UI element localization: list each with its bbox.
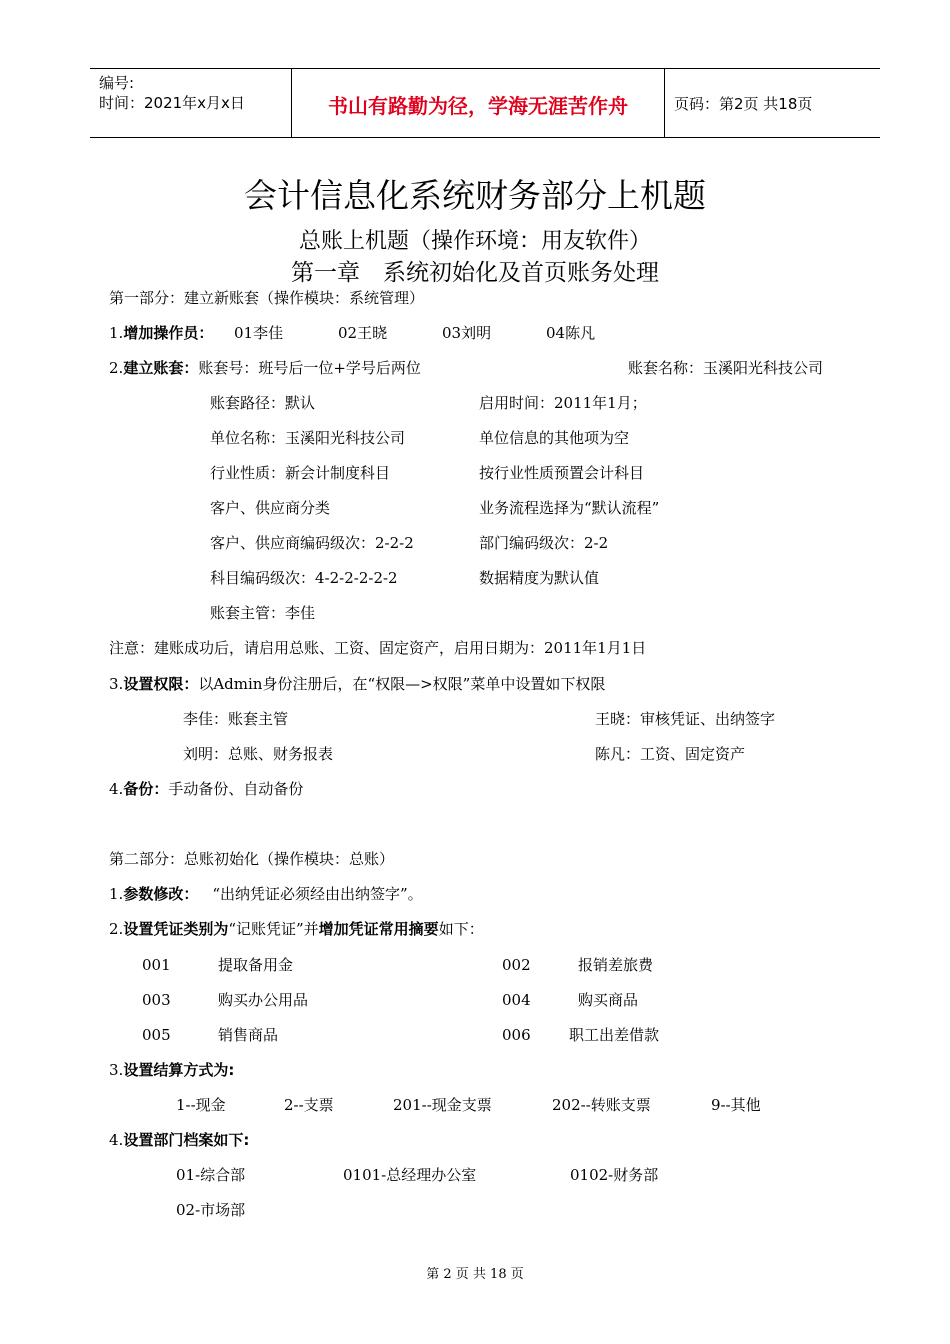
summary-code: 001 [142, 956, 171, 974]
part1-step1 [109, 323, 213, 343]
account-setting: 账套路径：默认 [210, 394, 316, 412]
part2-step2 [109, 919, 484, 939]
settlement-item: 2--支票 [284, 1096, 334, 1114]
header-date: 时间：2021年x月x日 [99, 94, 245, 112]
settlement-item: 1--现金 [176, 1096, 226, 1114]
step-label: 备份： [123, 780, 169, 798]
chapter-title: 第一章 系统初始化及首页账务处理 [291, 260, 659, 286]
account-setting: 单位信息的其他项为空 [479, 429, 630, 447]
document-title: 会计信息化系统财务部分上机题 [244, 176, 706, 215]
part1-heading: 第一部分：建立新账套（操作模块：系统管理） [109, 289, 425, 307]
summary-text: 购买办公用品 [218, 991, 309, 1009]
account-setting: 客户、供应商编码级次：2-2-2 [210, 534, 414, 552]
header-page-number: 页码：第2页 共18页 [674, 95, 813, 113]
step-text: “出纳凭证必须经由出纳签字”。 [212, 885, 423, 903]
step-text: 以Admin身份注册后，在“权限—>权限”菜单中设置如下权限 [198, 675, 606, 693]
summary-text: 提取备用金 [218, 956, 294, 974]
account-setting: 按行业性质预置会计科目 [479, 464, 645, 482]
department-item: 01-综合部 [176, 1166, 246, 1184]
step-label: 参数修改： [123, 885, 199, 903]
account-setting: 单位名称：玉溪阳光科技公司 [210, 429, 406, 447]
step-number: 4. [109, 1131, 124, 1149]
step-number: 2. [109, 920, 124, 938]
step-number: 2. [109, 359, 124, 377]
operator-item: 02王晓 [338, 324, 388, 342]
account-setting: 行业性质：新会计制度科目 [210, 464, 391, 482]
part2-step1 [109, 884, 423, 904]
document-subtitle: 总账上机题（操作环境：用友软件） [298, 229, 651, 254]
permission-item: 刘明：总账、财务报表 [183, 745, 334, 763]
step-label: 设置凭证类别为 [123, 920, 229, 938]
step-number: 3. [109, 675, 124, 693]
summary-code: 006 [502, 1026, 531, 1044]
account-setting: 数据精度为默认值 [479, 569, 600, 587]
summary-text: 销售商品 [218, 1026, 279, 1044]
account-setting: 科目编码级次：4-2-2-2-2-2 [210, 569, 398, 587]
summary-code: 005 [142, 1026, 171, 1044]
operator-item: 04陈凡 [546, 324, 596, 342]
header-motto-cell [292, 69, 665, 137]
department-item: 02-市场部 [176, 1201, 246, 1219]
account-setting: 部门编码级次：2-2 [479, 534, 609, 552]
settlement-item: 201--现金支票 [393, 1096, 492, 1114]
step-number: 1. [109, 324, 124, 342]
account-name: 账套名称：玉溪阳光科技公司 [628, 359, 824, 377]
step-label: 设置部门档案如下: [123, 1131, 250, 1149]
header-number: 编号: [99, 74, 135, 92]
permission-item: 陈凡：工资、固定资产 [595, 745, 746, 763]
part1-step2 [109, 358, 421, 378]
account-setting: 客户、供应商分类 [210, 499, 331, 517]
part2-step4 [109, 1130, 249, 1150]
header-motto: 书山有路勤为径，学海无涯苦作舟 [328, 94, 628, 118]
part1-step3 [109, 674, 605, 694]
header-meta-cell [90, 69, 292, 137]
step-label: 设置结算方式为: [123, 1061, 235, 1079]
step-label: 增加操作员： [123, 324, 214, 342]
summary-code: 004 [502, 991, 531, 1009]
step-text: 如下： [438, 920, 484, 938]
account-setting: 业务流程选择为“默认流程” [479, 499, 660, 517]
step-number: 4. [109, 780, 124, 798]
step-text: “记账凭证”并 [228, 920, 319, 938]
part1-step4 [109, 779, 303, 799]
page-header [90, 68, 880, 138]
part2-step3 [109, 1060, 234, 1080]
step-number: 3. [109, 1061, 124, 1079]
step-number: 1. [109, 885, 124, 903]
step-label: 建立账套： [123, 359, 199, 377]
summary-text: 报销差旅费 [578, 956, 654, 974]
step-label: 增加凭证常用摘要 [318, 920, 439, 938]
step-text: 账套号：班号后一位+学号后两位 [198, 359, 421, 377]
permission-item: 李佳：账套主管 [183, 710, 289, 728]
department-item: 0102-财务部 [570, 1166, 659, 1184]
part1-note: 注意：建账成功后，请启用总账、工资、固定资产，启用日期为：2011年1月1日 [109, 639, 647, 657]
settlement-item: 9--其他 [711, 1096, 761, 1114]
header-page-cell [665, 69, 880, 137]
permission-item: 王晓：审核凭证、出纳签字 [595, 710, 776, 728]
account-setting: 启用时间：2011年1月； [479, 394, 647, 412]
operator-item: 01李佳 [234, 324, 284, 342]
summary-text: 购买商品 [578, 991, 639, 1009]
account-setting: 账套主管：李佳 [210, 604, 316, 622]
step-text: 手动备份、自动备份 [168, 780, 304, 798]
settlement-item: 202--转账支票 [552, 1096, 651, 1114]
summary-code: 002 [502, 956, 531, 974]
summary-code: 003 [142, 991, 171, 1009]
operator-item: 03刘明 [442, 324, 492, 342]
summary-text: 职工出差借款 [569, 1026, 660, 1044]
department-item: 0101-总经理办公室 [343, 1166, 477, 1184]
page-footer: 第 2 页 共 18 页 [426, 1267, 524, 1282]
step-label: 设置权限： [123, 675, 199, 693]
part2-heading: 第二部分：总账初始化（操作模块：总账） [109, 850, 395, 868]
